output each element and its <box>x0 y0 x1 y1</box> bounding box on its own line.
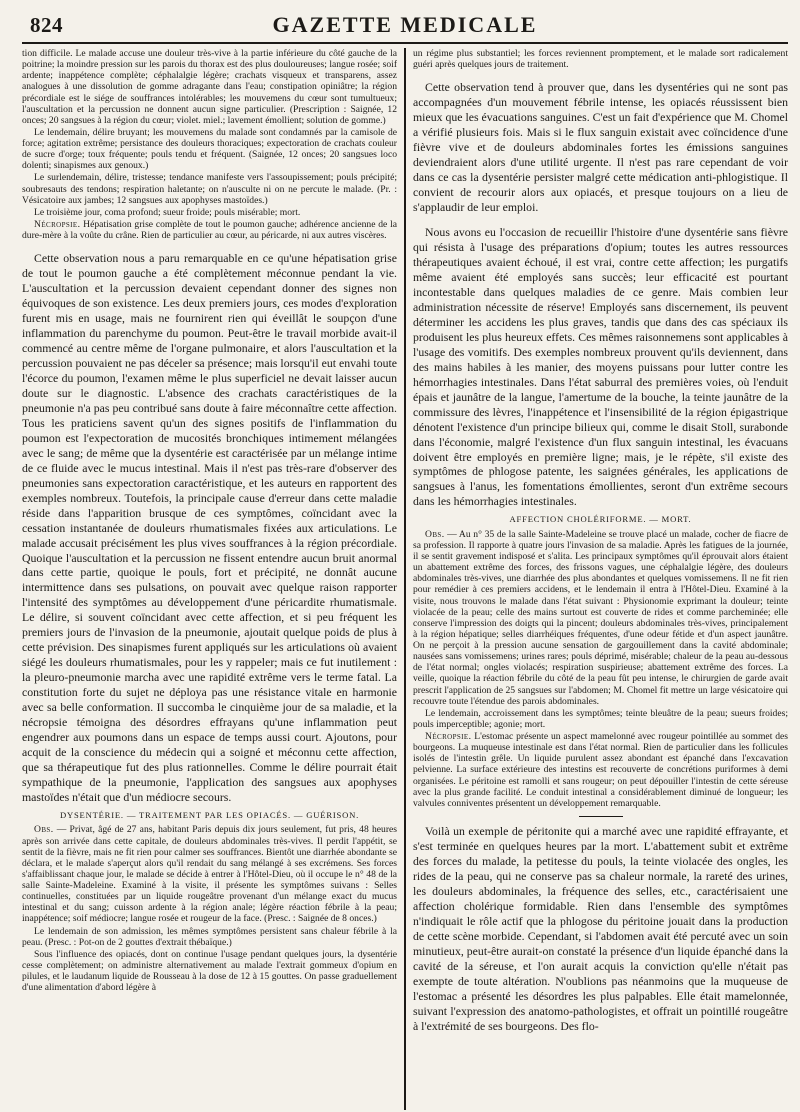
observation-paragraph <box>413 529 788 707</box>
necropsy-text: L'estomac présente un aspect mamelonné avec rougeur pointillée au sommet des bourgeons. La muqueuse intestinale est dans l'état normal. Rien de particulier dans les follicules isolés de l'intestin grêle. Un liquide purulent assez abondant est épanché dans l'excavation pelvienne. La surface extérieure des intestins est recouverte de concrétions puriformes à demi organisées. Le péritoine est ramolli et sans rougeur; on peut dépouiller l'intestin de cette séreuse avec la plus grande facilité. Le conduit intestinal a considérablement diminué de longueur; les valvules conniventes présentent un développement remarquable. <box>413 731 789 809</box>
journal-title: GAZETTE MEDICALE <box>272 12 538 37</box>
commentary-paragraph: Voilà un exemple de péritonite qui a marché avec une rapidité effrayante, et s'est terminée en quelques heures par la mort. L'abattement subit et extrême des forces du malade, la petitesse du pouls, la teinte violacée des ongles, les rides de la peau, qui ne conserve pas sa chaleur normale, la rareté des urines, les douleurs abdominales, la fréquence des selles, etc., caractérisaient une affection cholérique formidable. Rien dans l'ensemble des symptômes n'indiquait le rôle actif que la phlogose du péritoine jouait dans la production de cette scène morbide. Cependant, si l'abdomen avait été percuté avec un soin minutieux, peut-être aurait-on constaté la présence d'un liquide épanché dans la cavité de la séreuse, et l'on aurait acquis la conviction qu'elle n'était pas exempte de toute altération. N'oublions pas néanmoins que la muqueuse de l'estomac a présenté les désordres les plus palpables. Elle était mamelonnée, suivant l'expression des anatomo-pathologistes, et offrait un pointillé rougeâtre à l'extrémité de ses bourgeons. Des flo- <box>413 823 789 1033</box>
observation-text: Le troisième jour, coma profond; sueur froide; pouls misérable; mort. <box>34 206 301 218</box>
commentary-paragraph: Cette observation tend à prouver que, dans les dysentéries qui ne sont pas accompagnées d'un mouvement fébrile intense, les opiacés réussissent bien mieux que les évacuations sanguines. C'est un fait d'expérience que M. Chomel a vérifié plusieurs fois. Mais si le flux sanguin existait avec coïncidence d'une fièvre vive et de douleurs abdominales fortes les émissions sanguines deviendraient alors d'une utilité urgente. Il n'est pas rare cependant de voir dans ce cas la dysentérie persister malgré cette médication anti-phlogistique. Il convient de recourir alors aux opiacés, et presque toujours on a lieu de s'applaudir de leur emploi. <box>413 80 789 214</box>
observation-text: Le lendemain, accroissement dans les symptômes; teinte bleuâtre de la peau; sueurs froides; pouls imperceptible; agonie; mort. <box>413 707 789 730</box>
necropsy-text: Hépatisation grise complète de tout le poumon gauche; adhérence ancienne de la dure-mère à la voûte du crâne. Rien de particulier au cœur, au péricarde, ni aux autres viscères. <box>22 218 398 241</box>
separator-rule <box>579 816 623 817</box>
observation-text: Le surlendemain, délire, tristesse; tendance manifeste vers l'assoupissement; pouls précipité; soubresauts des tendons; respiration haletante; on n'ausculte ni on ne percute le malade. (Pr. : Vésicatoire aux jambes; 12 sangsues aux apophyses mastoïdes.) <box>22 172 398 206</box>
observation-text: tion difficile. Le malade accuse une douleur très-vive à la partie inférieure du côté gauche de la poitrine; la moindre pression sur les parois du thorax est des plus douloureuses; langue rosée; soif ardente; inappétence complète; céphalalgie légère; crachats visqueux et transparens, assez analogues à une dissolution de gomme adragante dans l'eau; constipation opiniâtre; la région précordiale est le siége de souffrances intolérables; les mouvemens du cœur sont tumultueux; l'auscultation et la percussion ne donnent aucun signe particulier. (Prescription : Saignée, 12 onces; 20 sangsues à la région du cœur; violet. miel.; lavement émollient; solution de gomme.) <box>22 48 398 126</box>
article-columns <box>22 48 788 1110</box>
observation-label: Obs. <box>425 528 445 540</box>
section-heading-cholera: AFFECTION CHOLÉRIFORME. — MORT. <box>509 514 692 525</box>
column-divider <box>404 48 406 1110</box>
page-header <box>22 6 788 44</box>
necropsy-paragraph <box>413 731 788 809</box>
observation-text: Sous l'influence des opiacés, dont on continue l'usage pendant quelques jours, la dysentérie cesse complètement; on administre alternativement au malade l'extrait gommeux d'opium en pilules, et le laudanum liquide de Rousseau à la dose de 12 à 15 gouttes. On passe graduellement d'une alimentation d'abord légère à <box>22 948 398 994</box>
observation-text: un régime plus substantiel; les forces reviennent promptement, et le malade sort radicalement guéri après quelques jours de traitement. <box>413 48 789 71</box>
section-heading-dysentery: DYSENTÉRIE. — TRAITEMENT PAR LES OPIACÉS. — GUÉRISON. <box>59 809 360 820</box>
right-column <box>413 48 788 1110</box>
commentary-paragraph: Cette observation nous a paru remarquable en ce qu'une hépatisation grise de tout le poumon gauche a été complètement méconnue pendant la vie. L'auscultation et la percussion devaient cependant donner des signes non équivoques de son existence. Les deux premiers jours, ces modes d'exploration furent mis en usage, mais ne fournirent rien qui éveillât le soupçon d'une inflammation du parenchyme du poumon. Peut-être le travail morbide avait-il commencé au centre même de l'organe pulmonaire, et alors l'auscultation et la percussion pouvaient ne pas déceler sa présence; mais lorsqu'il eut envahi toute l'écorce du poumon, l'examen même le plus superficiel ne devait laisser aucun doute sur le diagnostic. L'absence des crachats caractéristiques de la pneumonie n'a pas peu contribué sans doute à faire méconnaître cette affection. Tous les praticiens savent qu'un des signes positifs de l'inflammation du poumon est l'expectoration de mucosités bronchiques intimement mélangées avec le sang; de même que la dysentérie est caractérisée par un mélange intime de ce fluide avec le mucus intestinal. Mais il n'est pas très-rare d'observer des pneumonies sans expectoration caractéristique, et les auteurs en rapportent des exemples nombreux. Toutefois, la principale cause d'erreur dans cette maladie réside dans l'apparition brusque de ces symptômes, coïncidant avec la cessation instantanée de douleurs rhumatismales fixées aux articulations. Le malade accusait précisément les plus vives souffrances à la région précordiale. Quoique l'auscultation et la percussion ne fissent entendre aucun bruit anormal dans cette partie, quoique le pouls, fort et précipité, ne donnât aucune intermittence dans ses pulsations, on pouvait avec quelque raison rapporter l'intensité des symptômes au développement d'une péricardite rhumatismale. Le délire, si souvent coïncidant avec cette affection, et si peu fréquent les premiers jours de l'invasion de la pneumonie, ajoutait quelque poids de plus à cette prévision. Des sinapismes furent appliqués sur les articulations où avaient siégé les douleurs rhumatismales, pour les y rappeler; mais ce fut inutilement : la pleuro-pneumonie marcha avec une rapidité extrême vers le terme fatal. La constitution forte du sujet ne déploya pas une résistance vitale en harmonie avec sa belle conformation. Il succomba le cinquième jour de sa maladie, et la nécropsie témoigna des désordres effrayans qu'une inflammation peut engendrer aux poumons dans un espace de temps aussi court. Ajoutons, pour acquit de la conscience du médecin qui a soigné et méconnu cette affection, que sa thérapeutique fut des plus rationnelles. Comme le délire pourrait était sympathique de la pneumonie, l'application des sangsues aux apophyses mastoïdes n'était que d'un médiocre secours. <box>22 251 398 804</box>
observation-text: Le lendemain, délire bruyant; les mouvemens du malade sont condamnés par la camisole de force; agitation extrême; persistance des douleurs thoraciques; expectoration de crachats couleur de sucre d'orge; toux fréquente; pouls tendu et fréquent. (Saignée, 12 onces; 20 sangsues loco dolenti; sinapismes aux genoux.) <box>22 126 398 172</box>
observation-label: Obs. <box>34 824 54 836</box>
observation-text: — Privat, âgé de 27 ans, habitant Paris depuis dix jours seulement, fut pris, 48 heures après son arrivée dans cette capitale, de douleurs abdominales très-vives. Il perdit l'appétit, se sentit de la fièvre, mais ne fit rien pour calmer ses souffrances. Bientôt une diarrhée abondante se déclara, et le malade s'aperçut alors qu'il rendait du sang mélangé à ses excrémens. Ses forces s'affaiblissant chaque jour, le malade se décide à entrer à l'Hôtel-Dieu, où il occupe le n° 48 de la salle Sainte-Madeleine. Examiné à la visite, il présente les symptômes suivans : Selles continuelles, constituées par un liquide rougeâtre provenant d'un mélange exact du mucus intestinal et du sang; cuisson ardente à la région anale; légère réaction fébrile à la peau; inappétence; soif médiocre; langue rosée et rougeur de la face. (Presc. : Saignée de 8 onces.) <box>22 824 398 925</box>
commentary-paragraph: Nous avons eu l'occasion de recueillir l'histoire d'une dysentérie sans fièvre qui résista à l'usage des préparations d'opium; toutes les autres ressources thérapeutiques avaient échoué, il est vrai, contre cette affection; les purgatifs même avaient été employés sans succès; leur efficacité est pourtant incontestable dans quelques maladies de ce genre. Mais combien leur administration nécessite de réserve! Employés sans discernement, ils peuvent déterminer les accidens les plus graves, tandis que dans des cas spéciaux ils produisent les plus heureux effets. Ces mêmes raisonnemens sont applicables à l'usage des vomitifs. Des exemples nombreux prouvent qu'ils deviennent, dans des mains habiles à les manier, des moyens puissans pour lutter contre les hémorrhagies intestinales. Dans l'état saburral des premières voies, où l'enduit épais et jaunâtre de la langue, l'amertume de la bouche, la teinte jaunâtre de la commissure des lèvres, l'inappétence et l'insensibilité de la région épigastrique dénotent l'existence d'un principe bilieux qui, comme le disait Stoll, surabonde dans l'économie, malgré l'existence d'un flux sanguin intestinal, les évacuans doivent être employés en première ligne; mais, je le répète, s'il existe des symptômes de phlogose patente, les saignées générales, les applications de sangsues à l'anus, les fomentations émollientes, seront d'un extrême secours dans les hémorrhagies intestinales. <box>413 224 789 509</box>
observation-text: Le lendemain de son admission, les mêmes symptômes persistent sans chaleur fébrile à la peau. (Presc. : Pot-on de 2 gouttes d'extrait thébaïque.) <box>22 925 398 948</box>
left-column <box>22 48 397 1110</box>
page-number: 824 <box>30 13 63 37</box>
necropsy-paragraph <box>22 219 397 241</box>
observation-text: — Au n° 35 de la salle Sainte-Madeleine se trouve placé un malade, cocher de fiacre de sa profession. Il rapporte à quatre jours l'invasion de sa maladie. Après les fatigues de la journée, il se sentit gravement indisposé et s'alita. Les principaux symptômes qu'il éprouvait alors étaient un abattement extrême des forces, des frissons vagues, une céphalalgie légère, des douleurs abdominales très-vives, une diarrhée des plus abondantes et quelques vomissemens. Il ne fit rien pour remédier à ces premiers accidens, et le lendemain il entra à l'Hôtel-Dieu. Examiné à la visite, nous trouvons le malade dans l'état suivant : Physionomie exprimant la douleur; teinte violacée de la peau; celle des mains surtout est couverte de rides et comme parcheminée; elle conserve l'impression des doigts qui la pincent; douleurs abdominales très-vives, principalement à la région hépatique; selles diarrhéiques fréquentes, d'une odeur fétide et d'un aspect jaunâtre. On ne perçoit à la pression aucune sensation de gargouillement dans la cavité abdominale; nausées sans vomissemens; urines rares; pouls déprimé, misérable; chaleur de la peau au-dessous de l'état normal; ongles violacés; respiration suspirieuse; abattement extrême des forces. La veille, quoique la réaction fébrile du côté de la peau fût peu intense, le chirurgien de garde avait prescrit l'application de 25 sangsues sur l'abdomen; M. Chomel fit mettre un large vésicatoire qui recouvre toute l'étendue des parois abdominales. <box>413 528 789 707</box>
necropsy-label: Nécropsie. <box>425 731 472 743</box>
necropsy-label: Nécropsie. <box>34 218 81 230</box>
observation-paragraph <box>22 824 397 924</box>
